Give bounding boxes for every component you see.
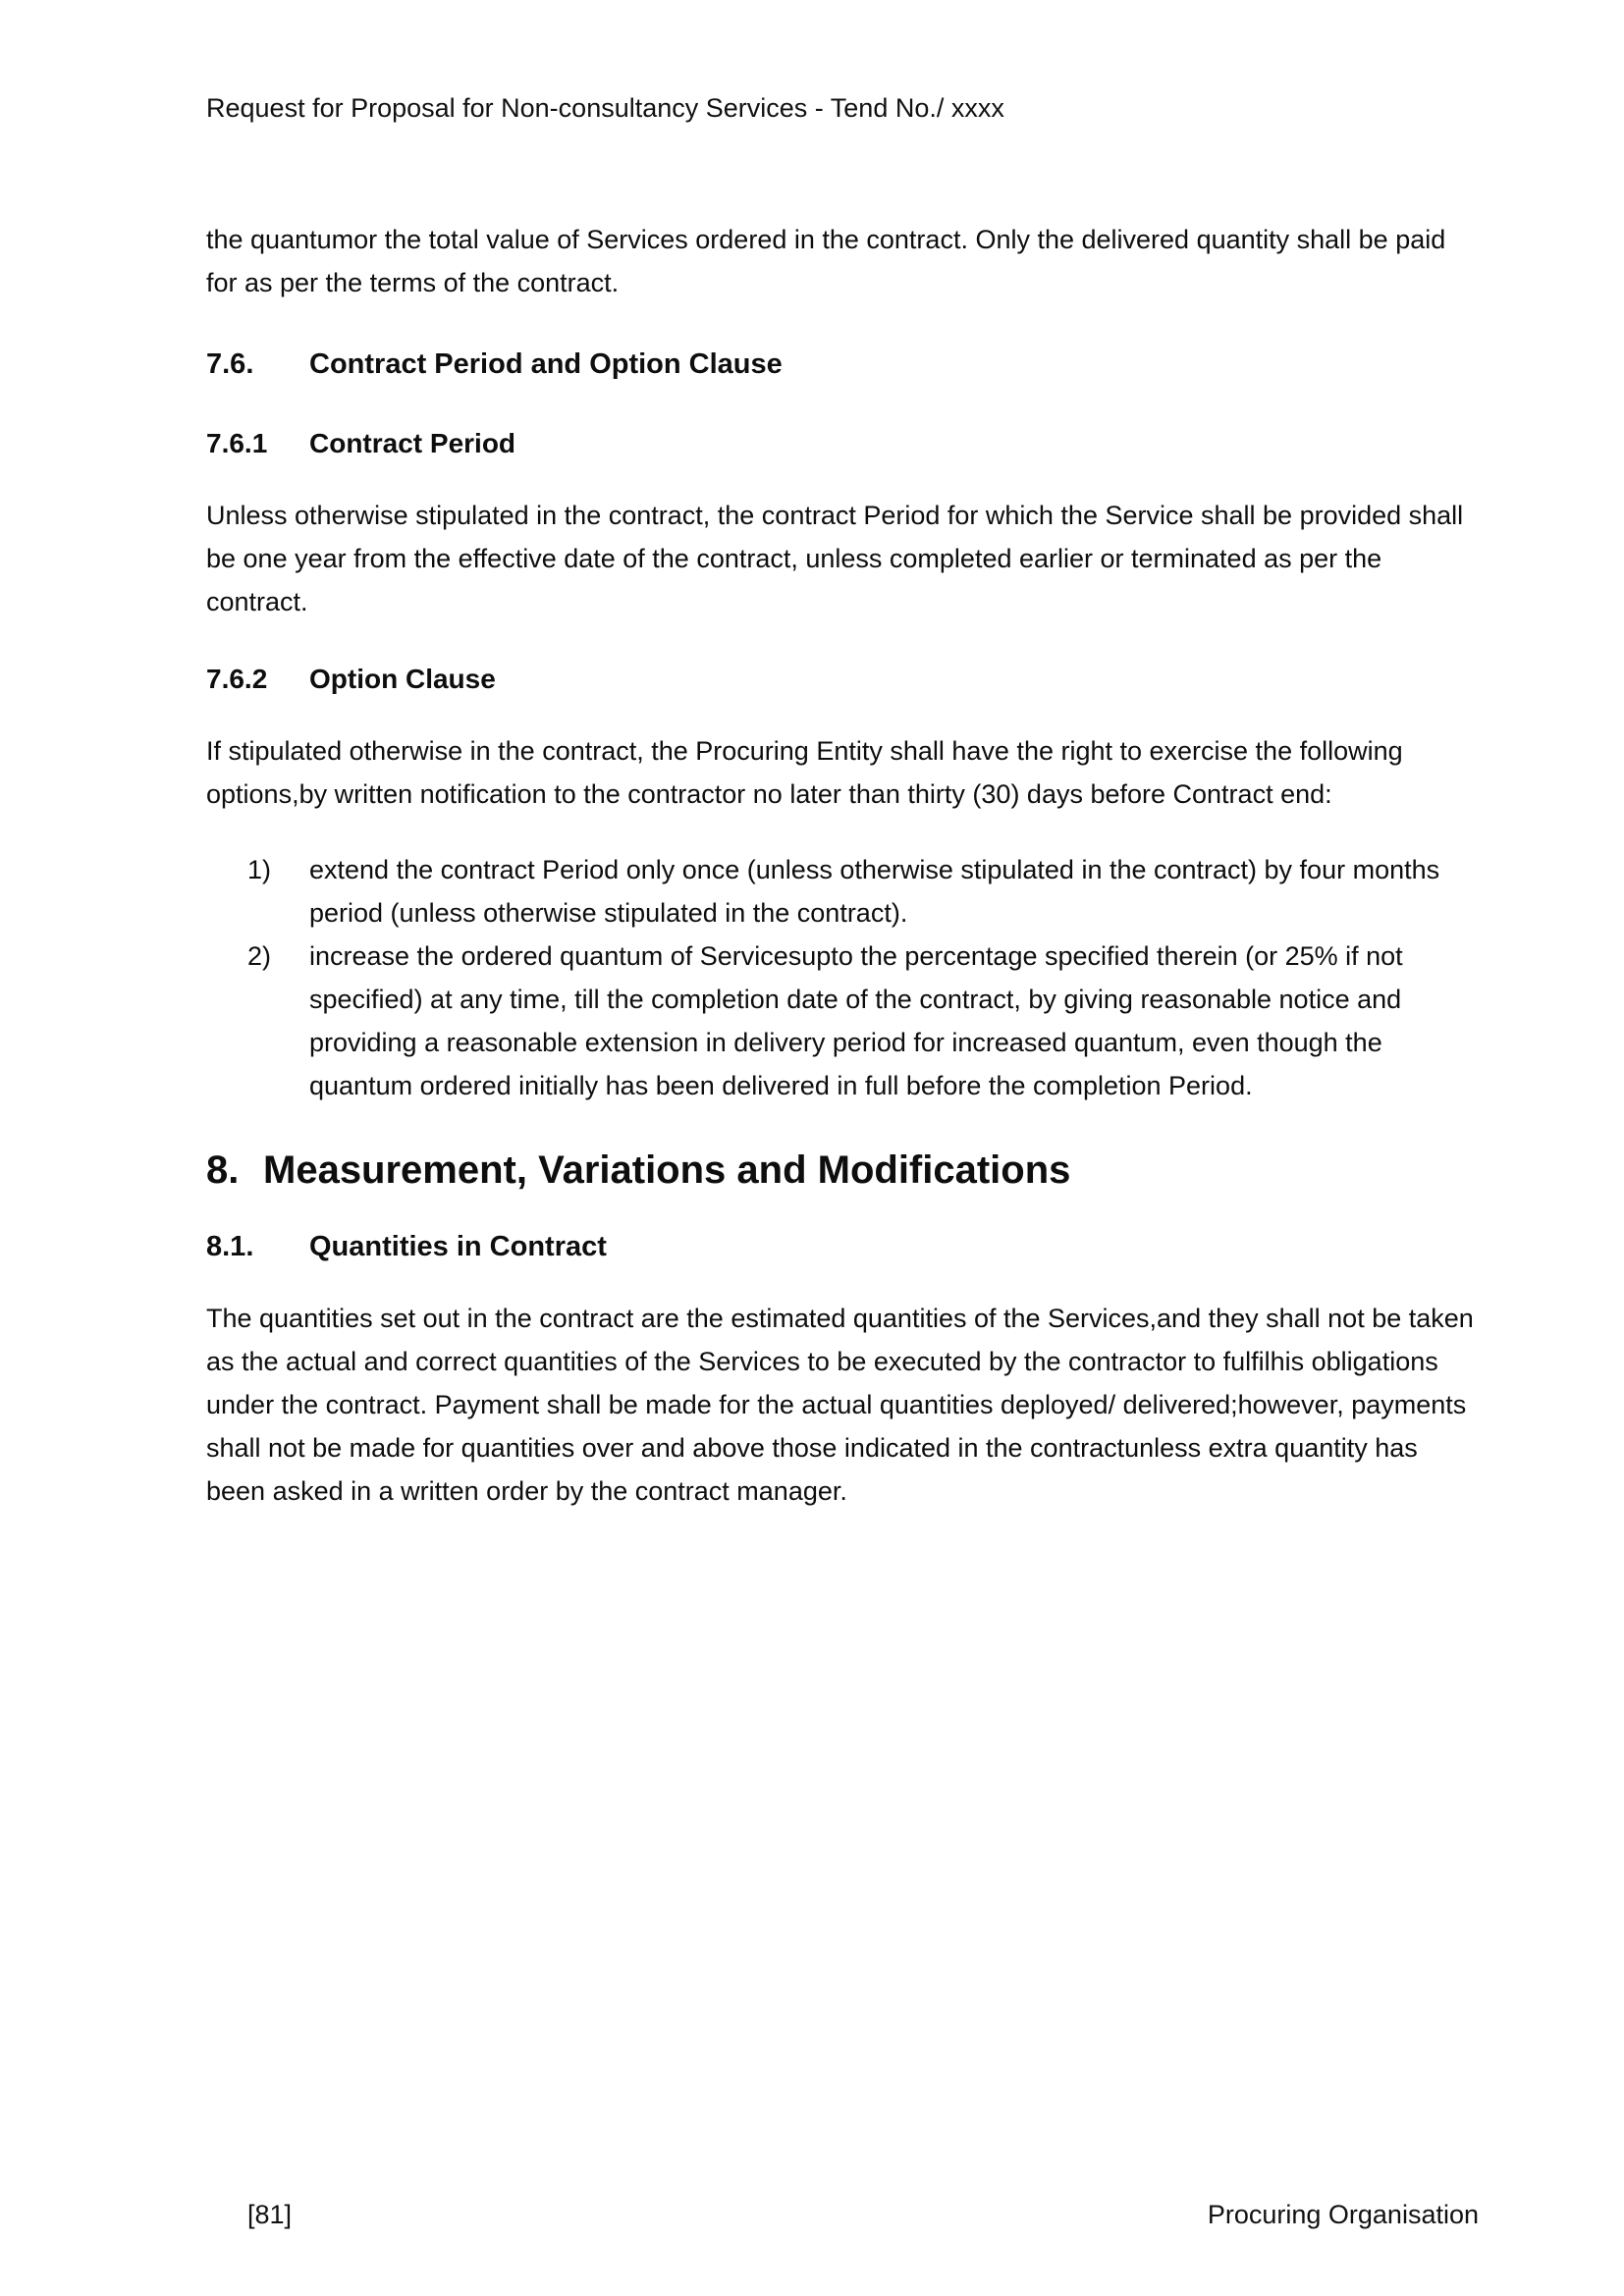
intro-paragraph: the quantumor the total value of Services ordered in the contract. Only the delivered quantity shall be paid for as per the terms of the contract.: [206, 225, 1446, 297]
section-heading-7-6-2: [206, 661, 1479, 697]
chapter-number: 8.: [206, 1148, 240, 1192]
section-number: 8.1.: [206, 1231, 254, 1262]
page-header: [206, 90, 1479, 126]
section-number: 7.6.1: [206, 428, 268, 458]
section-number: 7.6.2: [206, 664, 268, 694]
section-title: Contract Period and Option Clause: [309, 348, 783, 380]
chapter-title: Measurement, Variations and Modifications: [263, 1148, 1071, 1192]
list-item-number: 2): [247, 941, 272, 971]
document-body: [206, 218, 1479, 1513]
section-title: Quantities in Contract: [309, 1231, 607, 1262]
list-item-text: increase the ordered quantum of Servicesupto the percentage specified therein (or 25% if not specified) at any time, till the completion date of the contract, by giving reasonable notice and providing a reasonable extension in delivery period for increased quantum, even though the quantum ordered initially has been delivered in full before the completion Period.: [309, 941, 1403, 1100]
options-list: [206, 848, 1479, 1107]
paragraph-quantities: The quantities set out in the contract are the estimated quantities of the Services,and they shall not be taken as the actual and correct quantities of the Services to be executed by the contractor to fulfilhis obligations under the contract. Payment shall be made for the actual quantities deployed/ delivered;however, payments shall not be made for quantities over and above those indicated in the contractunless extra quantity has been asked in a written order by the contract manager.: [206, 1304, 1474, 1506]
page-footer: [247, 2198, 1479, 2231]
section-title: Contract Period: [309, 428, 516, 458]
list-item: [206, 848, 1479, 934]
list-item-text: extend the contract Period only once (unless otherwise stipulated in the contract) by four months period (unless otherwise stipulated in the contract).: [309, 855, 1440, 928]
section-title: Option Clause: [309, 664, 496, 694]
header-title: Request for Proposal for Non-consultancy Services - Tend No./ xxxx: [206, 93, 1004, 123]
section-heading-7-6: [206, 346, 1479, 383]
footer-organisation: Procuring Organisation: [1207, 2200, 1479, 2229]
section-number: 7.6.: [206, 348, 254, 380]
paragraph-contract-period: Unless otherwise stipulated in the contract, the contract Period for which the Service shall be provided shall be one year from the effective date of the contract, unless completed earlier or terminated as per the contract.: [206, 501, 1464, 616]
footer-page-number: [81]: [247, 2200, 293, 2229]
section-heading-8-1: [206, 1228, 1479, 1265]
chapter-heading-8: [206, 1145, 1479, 1196]
list-item: [206, 934, 1479, 1107]
paragraph-option-clause: If stipulated otherwise in the contract, the Procuring Entity shall have the right to exercise the following options,by written notification to the contractor no later than thirty (30) days before Contract end:: [206, 736, 1403, 809]
section-heading-7-6-1: [206, 425, 1479, 461]
list-item-number: 1): [247, 855, 272, 884]
